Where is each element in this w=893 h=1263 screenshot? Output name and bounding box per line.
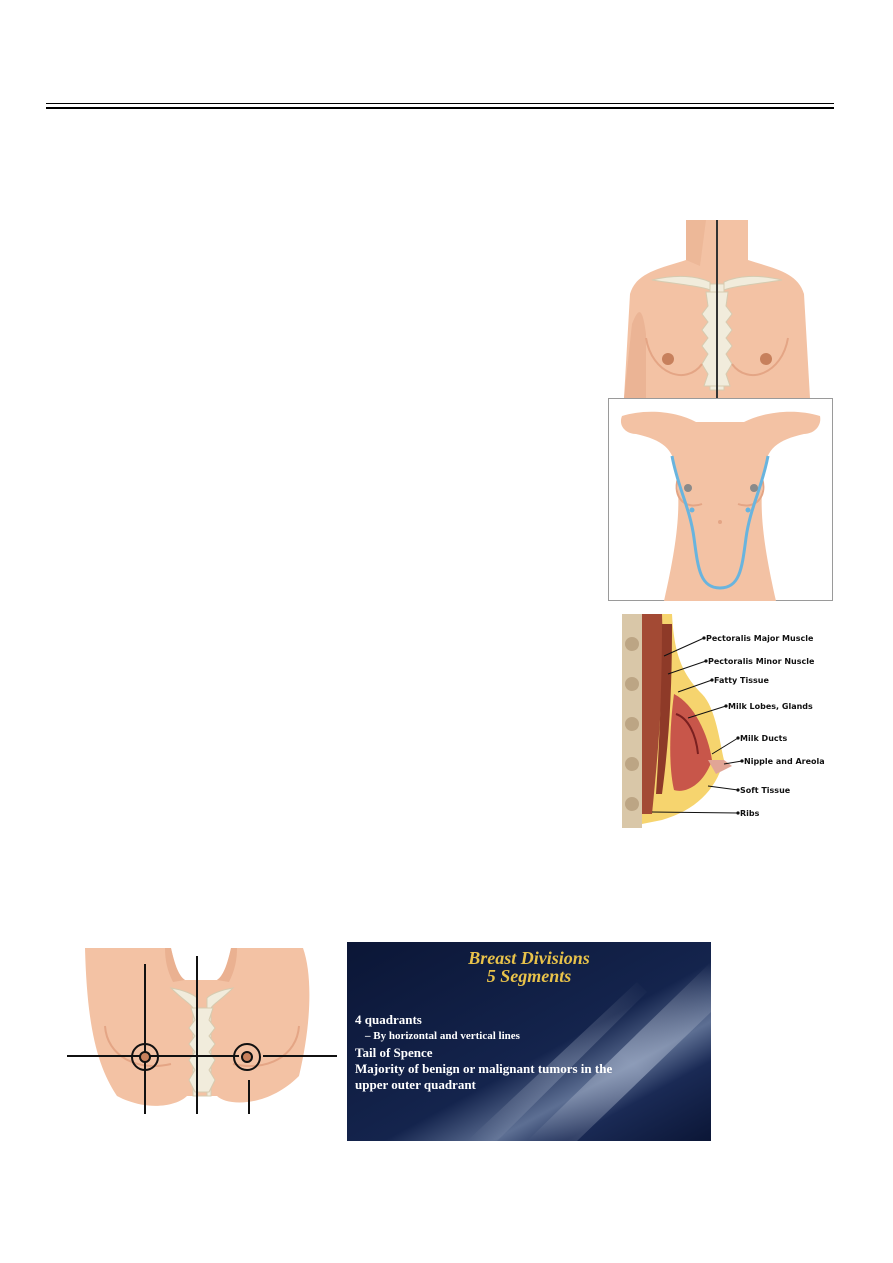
slide-bullet-quadrants: 4 quadrants — [355, 1012, 422, 1027]
anatomy-label: Pectoralis Minor Nuscle — [708, 657, 815, 666]
breast-divisions-slide — [347, 942, 711, 1141]
slide-bullet-majority: Majority of benign or malignant tumors in the — [355, 1061, 613, 1076]
slide-title-line2: 5 Segments — [486, 966, 572, 986]
slide-bullet-quadrant: upper outer quadrant — [355, 1077, 476, 1092]
header-rule-thin — [46, 103, 834, 104]
slide-subbullet-lines: – By horizontal and vertical lines — [365, 1030, 520, 1042]
anatomy-label: Nipple and Areola — [744, 757, 825, 766]
breast-anatomy-figure — [612, 614, 836, 830]
anatomy-label: Soft Tissue — [740, 786, 791, 795]
anatomy-label: Fatty Tissue — [714, 676, 769, 685]
milk-line-figure — [608, 398, 833, 601]
anatomy-label: Ribs — [740, 809, 760, 818]
anatomy-label: Milk Ducts — [740, 734, 788, 743]
slide-title-line1: Breast Divisions — [468, 948, 590, 968]
breast-quadrants-figure — [67, 946, 339, 1114]
anatomy-label: Pectoralis Major Muscle — [706, 634, 814, 643]
torso-midline-figure — [622, 214, 812, 398]
header-rule-thick — [46, 107, 834, 109]
anatomy-label: Milk Lobes, Glands — [728, 702, 813, 711]
slide-bullet-tail: Tail of Spence — [355, 1045, 433, 1060]
